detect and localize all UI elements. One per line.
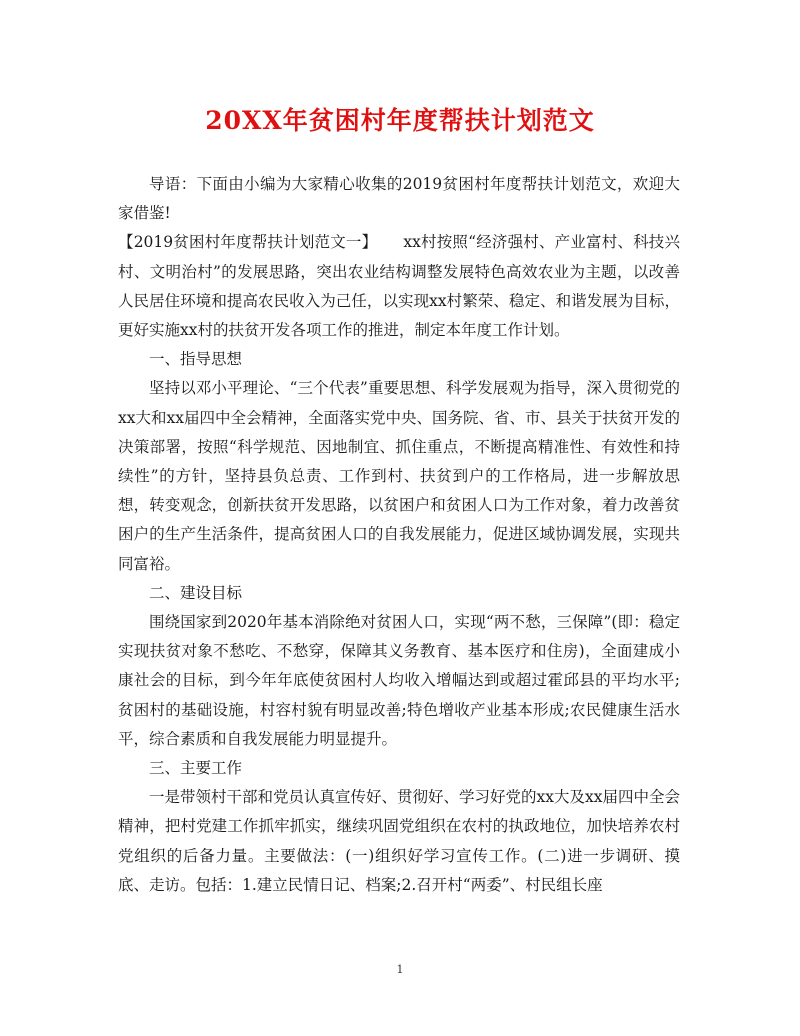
section-title: 【2019贫困村年度帮扶计划范文一】 — [118, 233, 378, 252]
section-paragraph — [118, 228, 680, 345]
heading-main-work: 三、主要工作 — [149, 759, 243, 778]
paragraph-main-work: 一是带领村干部和党员认真宣传好、贯彻好、学习好党的xx大及xx届四中全会精神，把村党建工作抓牢抓实，继续巩固党组织在农村的执政地位，加快培养农村党组织的后备力量。主要做法：(一)组织好学习宣传工作。(二)进一步调研、摸底、走访。包括：1.建立民情日记、档案;2.召开村“两委”、村民组长座 — [118, 788, 680, 894]
section-lead-text: xx村按照“经济强村、产业富村、科技兴村、文明治村”的发展思路，突出农业结构调整发展特色高效农业为主题，以改善人民居住环境和提高农民收入为己任，以实现xx村繁荣、稳定、和谐发展为目标，更好实施xx村的扶贫开发各项工作的推进，制定本年度工作计划。 — [118, 233, 680, 340]
document-title: 20XX年贫困村年度帮扶计划范文 — [205, 106, 595, 135]
intro-paragraph: 导语：下面由小编为大家精心收集的2019贫困村年度帮扶计划范文，欢迎大家借鉴! — [118, 175, 680, 223]
heading-guiding-ideology: 一、指导思想 — [149, 350, 243, 369]
heading-construction-goals: 二、建设目标 — [149, 583, 243, 602]
paragraph-construction-goals: 围绕国家到2020年基本消除绝对贫困人口，实现“两不愁，三保障”(即：稳定实现扶贫对象不愁吃、不愁穿，保障其义务教育、基本医疗和住房)，全面建成小康社会的目标，到今年年底使贫困村人均收入增幅达到或超过霍邱县的平均水平;贫困村的基础设施，村容村貌有明显改善;特色增收产业基本形成;农民健康生活水平，综合素质和自我发展能力明显提升。 — [118, 613, 680, 748]
document-body — [118, 170, 680, 900]
page-number: 1 — [396, 963, 404, 976]
paragraph-guiding-ideology: 坚持以邓小平理论、“三个代表”重要思想、科学发展观为指导，深入贯彻党的xx大和xx届四中全会精神，全面落实党中央、国务院、省、市、县关于扶贫开发的决策部署，按照“科学规范、因地制宜、抓住重点，不断提高精准性、有效性和持续性”的方针，坚持县负总责、工作到村、扶贫到户的工作格局，进一步解放思想，转变观念，创新扶贫开发思路，以贫困户和贫困人口为工作对象，着力改善贫困户的生产生活条件，提高贫困人口的自我发展能力，促进区域协调发展，实现共同富裕。 — [118, 379, 680, 573]
